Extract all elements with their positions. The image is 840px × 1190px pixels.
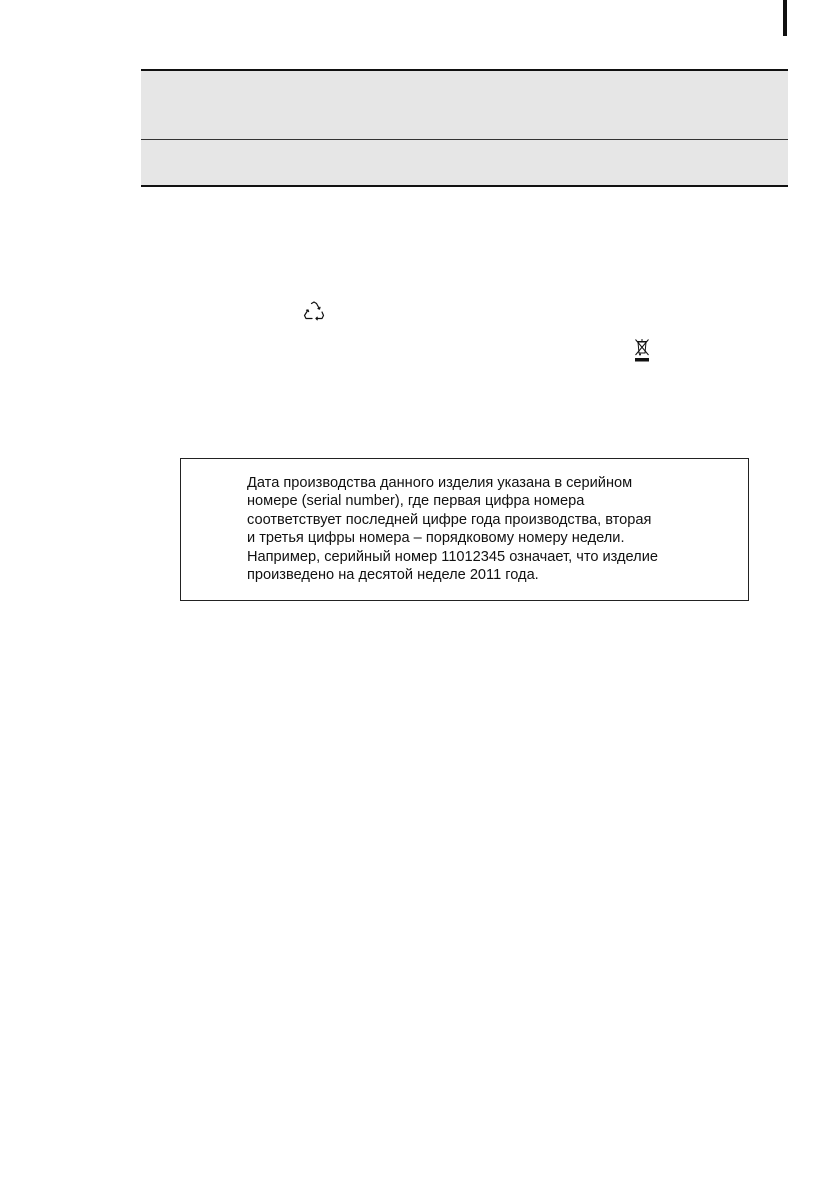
info-line: Дата производства данного изделия указана в серийном: [247, 475, 633, 491]
manufacture-date-info-box: [180, 458, 749, 601]
header-divider: [141, 139, 788, 140]
page-edge-rule: [783, 0, 787, 36]
header-band: [141, 69, 788, 187]
info-line: номере (serial number), где первая цифра номера: [247, 493, 585, 510]
recycle-icon: [302, 300, 326, 324]
info-line: произведено на десятой неделе 2011 года.: [247, 567, 539, 584]
info-line: соответствует последней цифре года производства, вторая: [247, 511, 652, 528]
manufacture-date-text: [247, 474, 727, 584]
info-line: и третья цифры номера – порядковому номеру недели.: [247, 530, 625, 547]
crossed-out-wheelie-bin-icon: [634, 338, 650, 364]
info-line: Например, серийный номер 11012345 означает, что изделие: [247, 548, 658, 565]
